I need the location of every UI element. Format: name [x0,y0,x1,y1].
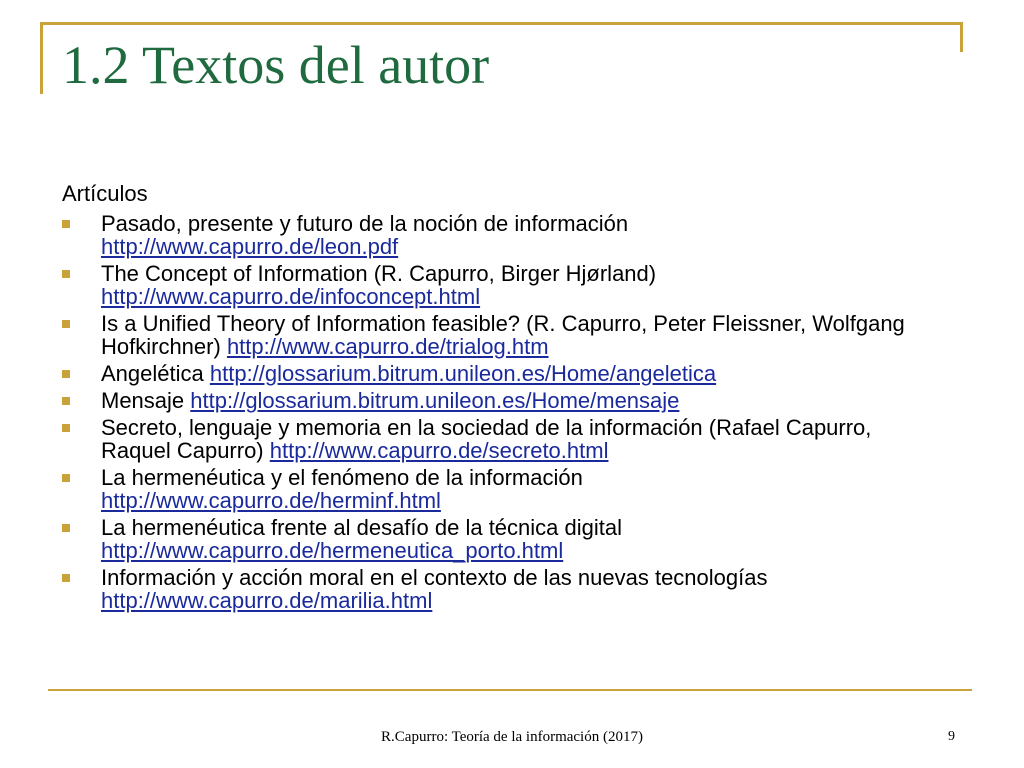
article-item [62,362,942,385]
page-number: 9 [948,729,955,744]
square-bullet-icon [62,574,70,582]
article-link[interactable]: http://www.capurro.de/hermeneutica_porto.html [101,538,564,563]
square-bullet-icon [62,270,70,278]
article-item [62,262,942,308]
article-link[interactable]: http://www.capurro.de/leon.pdf [101,234,399,259]
article-item [62,312,942,358]
article-item [62,212,942,258]
article-item [62,566,942,612]
article-text: La hermenéutica y el fenómeno de la información [101,465,583,490]
article-item [62,516,942,562]
article-link[interactable]: http://www.capurro.de/infoconcept.html [101,284,481,309]
article-text: Información y acción moral en el contexto de las nuevas tecnologías [101,565,768,590]
top-frame-line [40,22,962,25]
square-bullet-icon [62,320,70,328]
square-bullet-icon [62,474,70,482]
section-heading: Artículos [62,181,148,206]
article-link[interactable]: http://glossarium.bitrum.unileon.es/Home/angeletica [209,361,717,386]
square-bullet-icon [62,524,70,532]
article-item [62,416,942,462]
article-text: The Concept of Information (R. Capurro, Birger Hjørland) [101,261,657,286]
article-link[interactable]: http://www.capurro.de/marilia.html [101,588,433,613]
article-link[interactable]: http://www.capurro.de/secreto.html [269,438,609,463]
article-link[interactable]: http://glossarium.bitrum.unileon.es/Home/mensaje [190,388,680,413]
article-link[interactable]: http://www.capurro.de/herminf.html [101,488,441,513]
article-text: Mensaje [101,388,185,413]
square-bullet-icon [62,424,70,432]
article-text: Secreto, lenguaje y memoria en la sociedad de la información (Rafael Capurro, Raquel Capurro) [101,415,872,463]
article-link[interactable]: http://www.capurro.de/trialog.htm [226,334,549,359]
left-frame-line [40,22,43,94]
slide-title: 1.2 Textos del autor [62,35,490,95]
article-text: Is a Unified Theory of Information feasible? (R. Capurro, Peter Fleissner, Wolfgang Hofkirchner) [101,311,905,359]
square-bullet-icon [62,370,70,378]
article-item [62,466,942,512]
article-text: Angelética [101,361,204,386]
bottom-frame-line [48,689,972,691]
article-text: Pasado, presente y futuro de la noción de información [101,211,629,236]
footer-text: R.Capurro: Teoría de la información (2017) [381,729,643,745]
right-frame-line [960,22,963,52]
article-item [62,389,942,412]
article-list [62,212,942,616]
square-bullet-icon [62,397,70,405]
article-text: La hermenéutica frente al desafío de la técnica digital [101,515,622,540]
square-bullet-icon [62,220,70,228]
